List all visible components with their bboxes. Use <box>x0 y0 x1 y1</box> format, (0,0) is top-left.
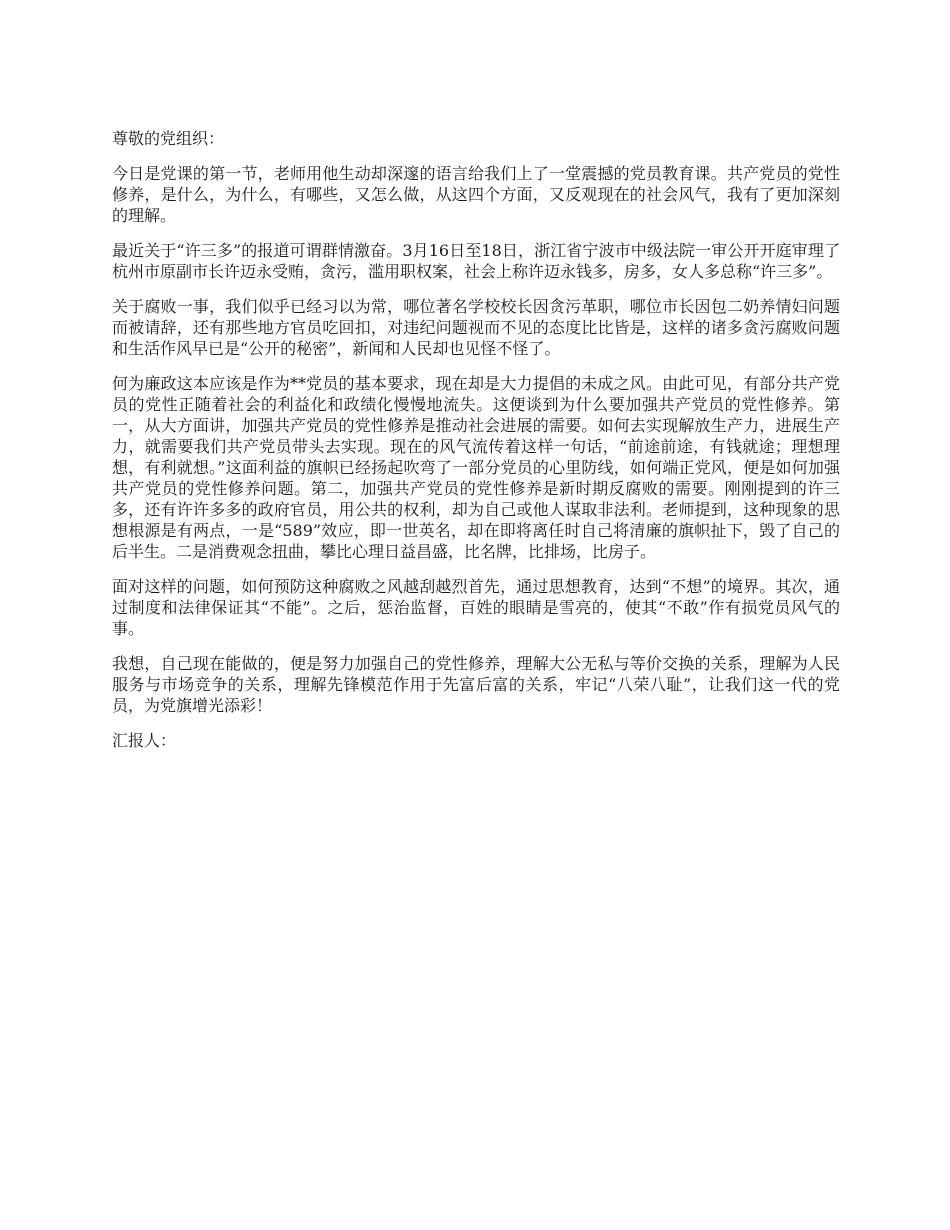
paragraph-6: 我想，自己现在能做的，便是努力加强自己的党性修养，理解大公无私与等价交换的关系，理解为人民服务与市场竞争的关系，理解先锋模范作用于先富后富的关系，牢记“八荣八耻”，让我们这一代的党员，为党旗增光添彩！ <box>112 654 840 715</box>
signature: 汇报人： <box>112 731 177 750</box>
paragraph-4: 何为廉政这本应该是作为**党员的基本要求，现在却是大力提倡的未成之风。由此可见，有部分共产党员的党性正随着社会的利益化和政绩化慢慢地流失。这便谈到为什么要加强共产党员的党性修养。第一，从大方面讲，加强共产党员的党性修养是推动社会进展的需要。如何去实现解放生产力，进展生产力，就需要我们共产党员带头去实现。现在的风气流传着这样一句话，“前途前途，有钱就途；理想理想，有利就想。”这面利益的旗帜已经扬起吹弯了一部分党员的心里防线，如何端正党风，便是如何加强共产党员的党性修养问题。第二，加强共产党员的党性修养是新时期反腐败的需要。刚刚提到的许三多，还有许许多多的政府官员，用公共的权利，却为自己或他人谋取非法利。老师提到，这种现象的思想根源是有两点，一是“589”效应，即一世英名，却在即将离任时自己将清廉的旗帜扯下，毁了自己的后半生。二是消费观念扭曲，攀比心理日益昌盛，比名牌，比排场，比房子。 <box>112 374 840 561</box>
document-body <box>112 128 840 765</box>
paragraph-5: 面对这样的问题，如何预防这种腐败之风越刮越烈首先，通过思想教育，达到“不想”的境界。其次，通过制度和法律保证其“不能”。之后，惩治监督，百姓的眼睛是雪亮的，使其“不敢”作有损党员风气的事。 <box>112 577 840 638</box>
paragraph-2: 最近关于“许三多”的报道可谓群情激奋。3月16日至18日，浙江省宁波市中级法院一审公开开庭审理了杭州市原副市长许迈永受贿，贪污，滥用职权案，社会上称许迈永钱多，房多，女人多总称“许三多”。 <box>112 241 840 281</box>
paragraph-3: 关于腐败一事，我们似乎已经习以为常，哪位著名学校校长因贪污革职，哪位市长因包二奶养情妇问题而被请辞，还有那些地方官员吃回扣，对违纪问题视而不见的态度比比皆是，这样的诸多贪污腐败问题和生活作风早已是“公开的秘密”，新闻和人民却也见怪不怪了。 <box>112 297 840 358</box>
salutation: 尊敬的党组织： <box>112 129 225 148</box>
paragraph-1: 今日是党课的第一节，老师用他生动却深邃的语言给我们上了一堂震撼的党员教育课。共产党员的党性修养，是什么，为什么，有哪些，又怎么做，从这四个方面，又反观现在的社会风气，我有了更加深刻的理解。 <box>112 164 840 225</box>
